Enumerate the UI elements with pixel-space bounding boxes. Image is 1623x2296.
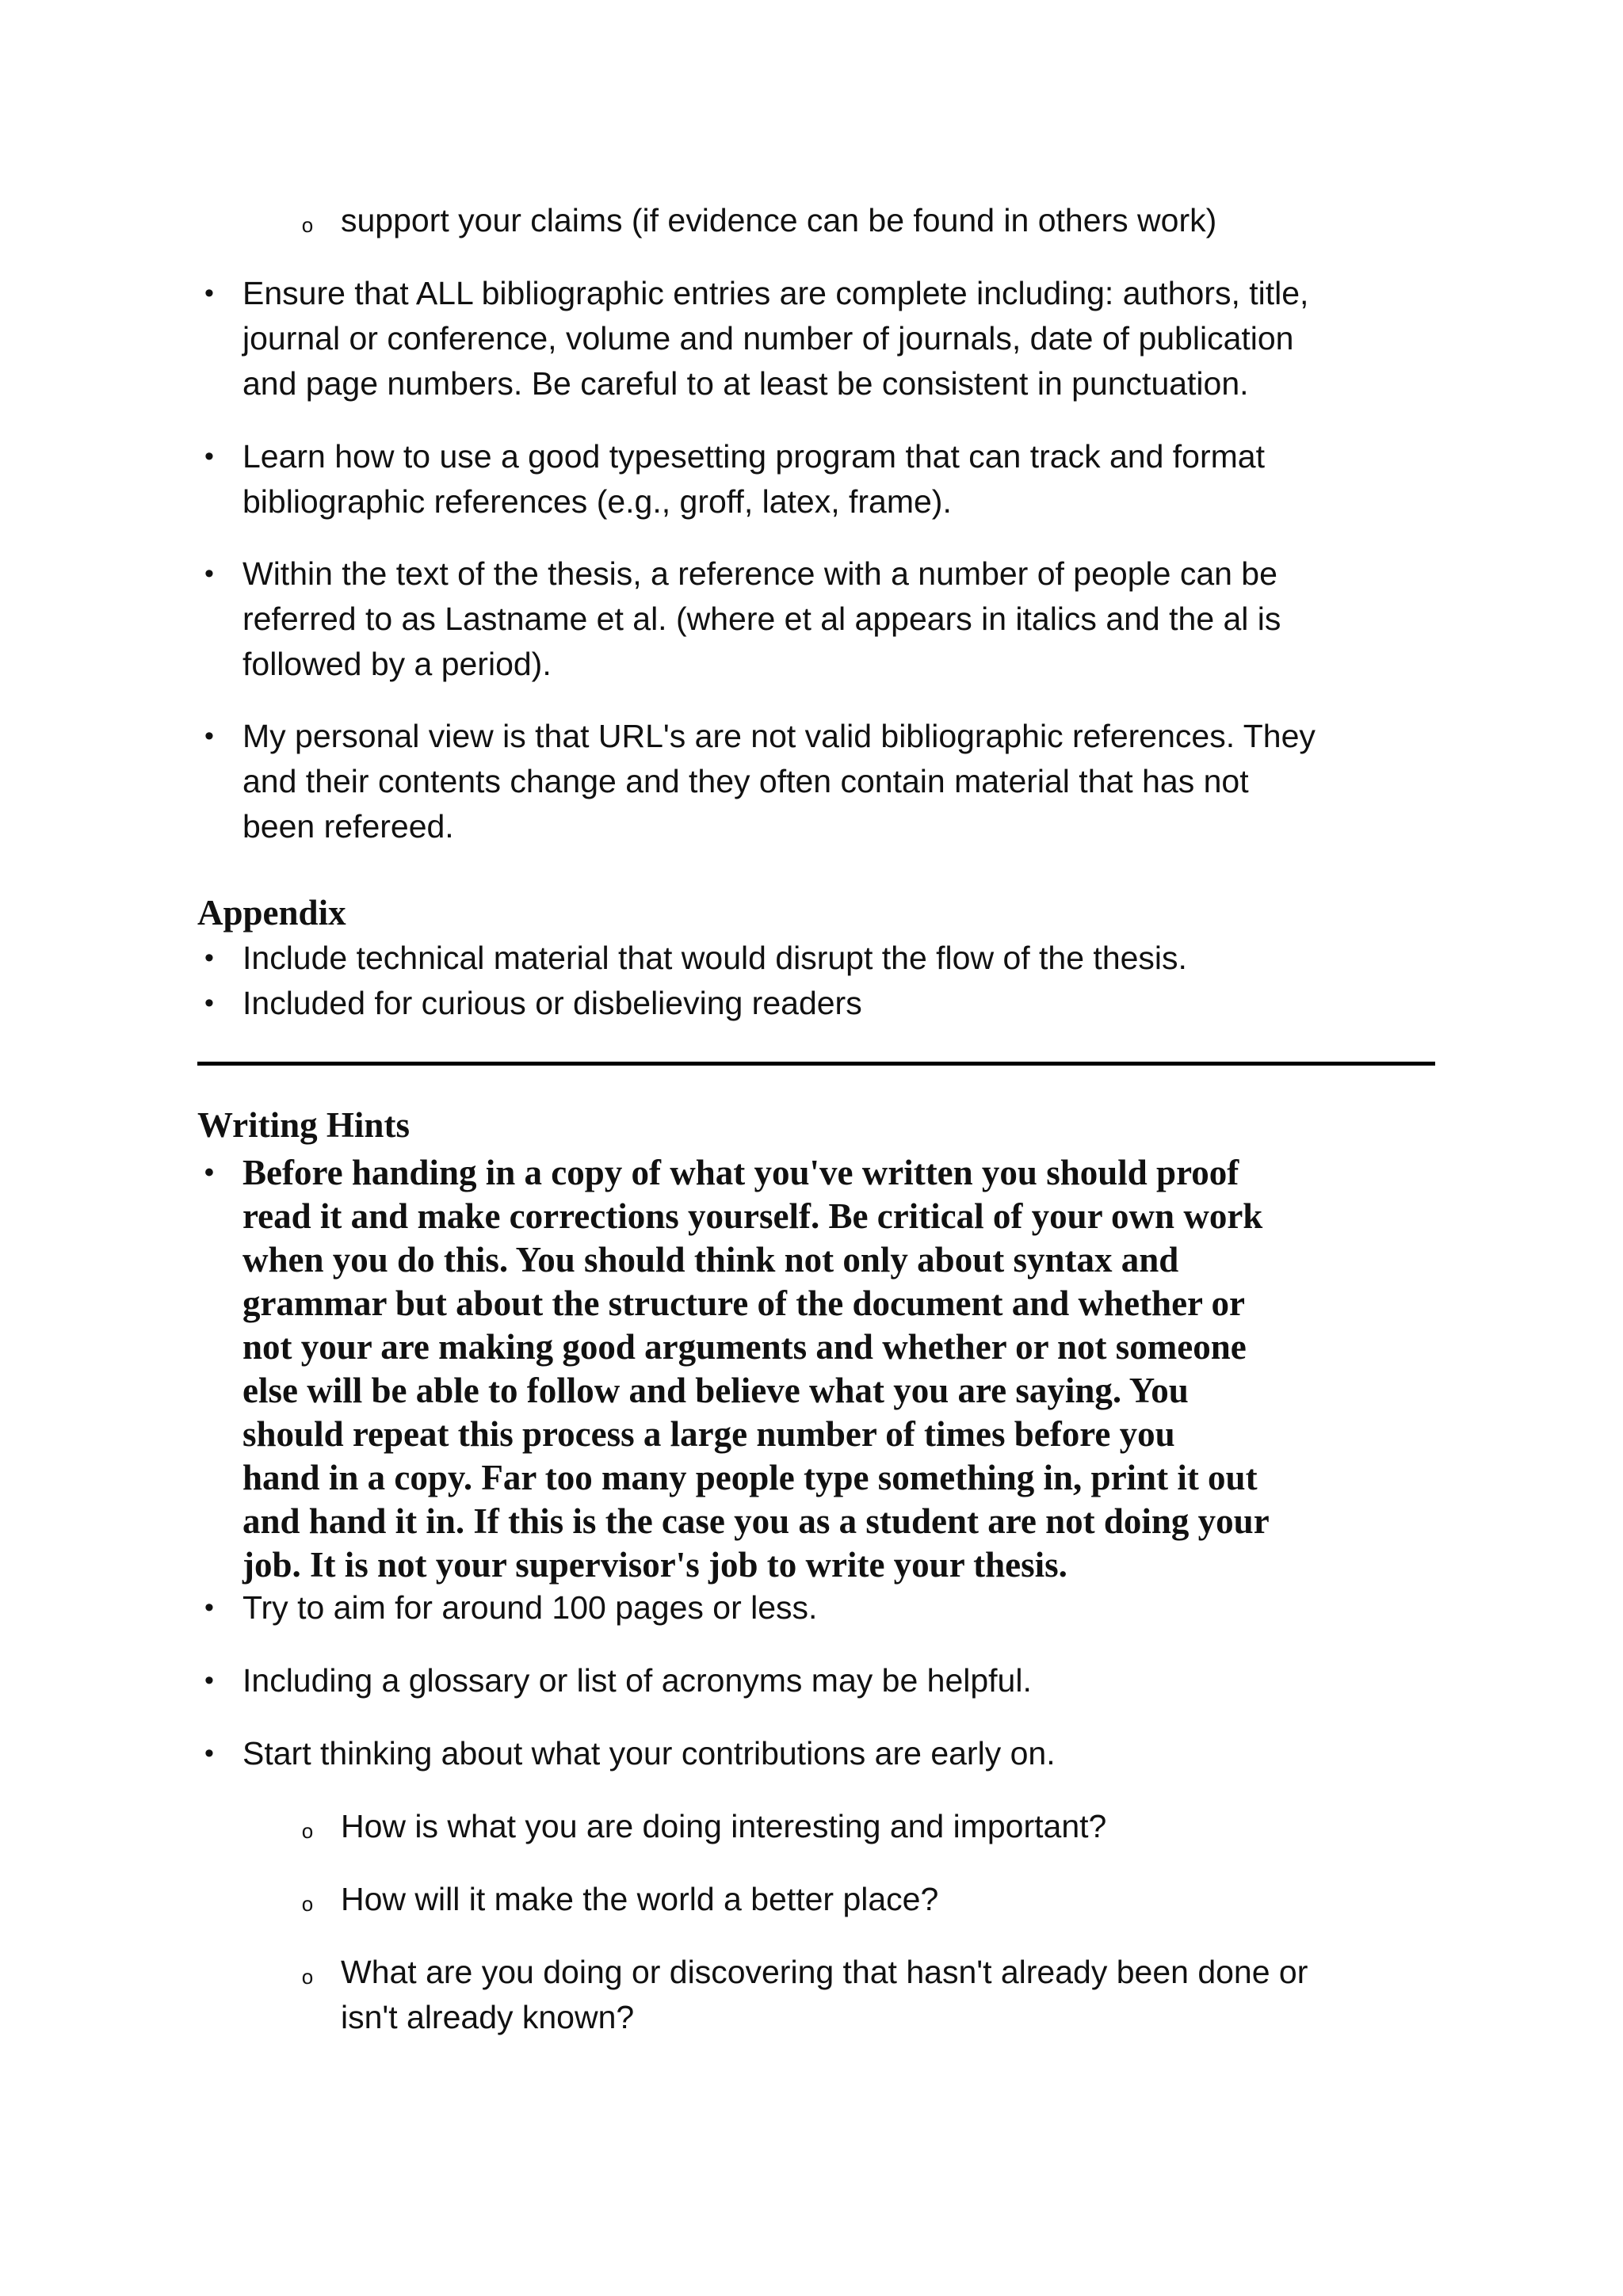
list-item: • Included for curious or disbelieving readers	[242, 981, 862, 1026]
bullet-icon: •	[204, 988, 214, 1018]
bullet-icon: •	[204, 721, 214, 751]
list-item: • Within the text of the thesis, a reference with a number of people can be referred to as Lastname et al. (where et al appears in italics and the al is followed by a period).	[242, 551, 1281, 687]
hollow-circle-bullet-icon: o	[301, 1892, 314, 1916]
list-item: • Try to aim for around 100 pages or less.	[242, 1585, 817, 1630]
section-heading-writing-hints: Writing Hints	[197, 1105, 410, 1145]
bullet-icon: •	[204, 559, 214, 589]
bullet-icon: •	[204, 1738, 214, 1768]
sub-list-item: o How is what you are doing interesting and important?	[341, 1804, 1106, 1849]
bullet-icon: •	[204, 1592, 214, 1623]
bullet-icon: •	[204, 1665, 214, 1695]
hollow-circle-bullet-icon: o	[301, 213, 314, 237]
bullet-icon: •	[204, 278, 214, 308]
list-item: • Ensure that ALL bibliographic entries are complete including: authors, title, journal or conference, volume and number of journals, date of publication and page numbers. Be careful to at least be consistent in punctuation.	[242, 271, 1308, 406]
bold-list-item: • Before handing in a copy of what you've written you should proof read it and make corrections yourself. Be critical of your own work when you do this. You should think not only about syntax and grammar but about the structure of the document and whether or not your are making good arguments and whether or not someone else will be able to follow and believe what you are saying. You should repeat this process a large number of times before you hand in a copy. Far too many people type something in, print it out and hand it in. If this is the case you as a student are not doing your job. It is not your supervisor's job to write your thesis.	[242, 1151, 1270, 1587]
list-item: • Learn how to use a good typesetting program that can track and format bibliographic references (e.g., groff, latex, frame).	[242, 434, 1265, 524]
sub-list-item: o How will it make the world a better place?	[341, 1877, 938, 1922]
list-item: • Including a glossary or list of acronyms may be helpful.	[242, 1658, 1032, 1703]
bullet-icon: •	[204, 943, 214, 973]
bullet-icon: •	[204, 1158, 214, 1188]
list-item: • My personal view is that URL's are not valid bibliographic references. They and their contents change and they often contain material that has not been refereed.	[242, 714, 1316, 849]
horizontal-rule	[197, 1062, 1435, 1066]
bullet-icon: •	[204, 441, 214, 471]
list-item: • Include technical material that would disrupt the flow of the thesis.	[242, 936, 1187, 981]
sub-list-item: o What are you doing or discovering that hasn't already been done or isn't already known?	[341, 1950, 1308, 2040]
hollow-circle-bullet-icon: o	[301, 1965, 314, 1989]
section-heading-appendix: Appendix	[197, 893, 346, 933]
list-item-text: support your claims (if evidence can be found in others work)	[341, 202, 1217, 238]
list-item: • Start thinking about what your contributions are early on.	[242, 1731, 1056, 1776]
hollow-circle-bullet-icon: o	[301, 1819, 314, 1843]
sub-list-item	[301, 198, 1217, 243]
